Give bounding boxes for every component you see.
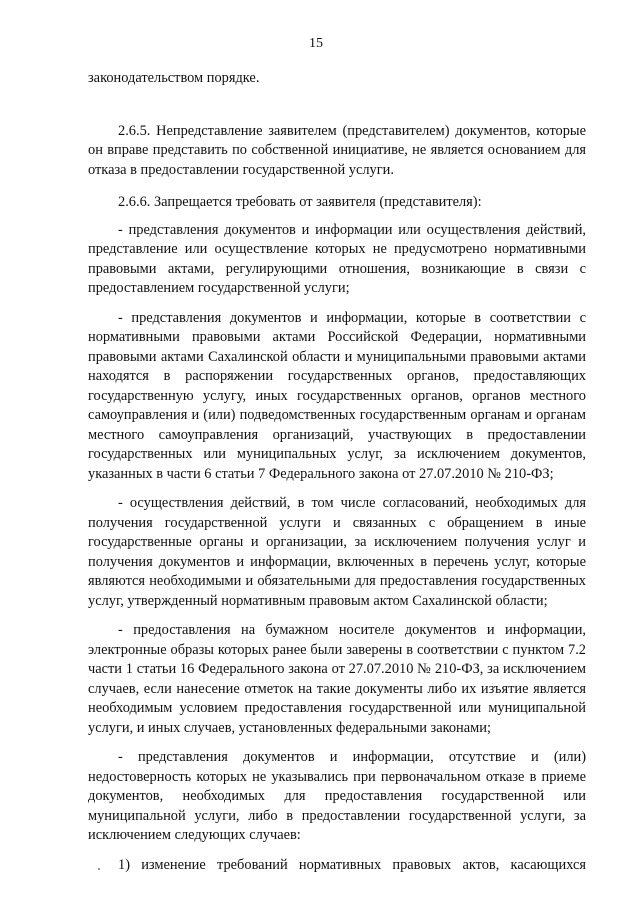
scan-speck bbox=[98, 868, 100, 870]
list-item-5: - представления документов и информации, отсутствие и (или) недостоверность которых не указывались при первоначальном отказе в приеме документов, необходимых для предоставления государственной или муниципальной услуги, либо в предоставлении государственной услуги, за исключением следующих случаев: bbox=[88, 749, 586, 843]
document-body bbox=[88, 66, 586, 875]
page-number: 15 bbox=[309, 36, 323, 51]
list-item-3: - осуществления действий, в том числе согласований, необходимых для получения государственной услуги и связанных с обращением в иные государственные органы и организации, за исключением получения услуг и получения документов и информации, включенных в перечень услуг, которые являются необходимыми и обязательными для предоставления государственных услуг, утвержденный нормативным правовым актом Сахалинской области; bbox=[88, 495, 586, 609]
list-item-numbered-1: 1) изменение требований нормативных правовых актов, касающихся bbox=[118, 856, 586, 873]
paragraph-2-6-5: 2.6.5. Непредставление заявителем (представителем) документов, которые он вправе представить по собственной инициативе, не является основанием для отказа в предоставлении государственной услуги. bbox=[88, 122, 586, 178]
list-item-4: - предоставления на бумажном носителе документов и информации, электронные образы которых ранее были заверены в соответствии с пунктом 7.2 части 1 статьи 16 Федерального закона от 27.07.2010 № 210-ФЗ, за исключением случаев, если нанесение отметок на такие документы либо их изъятие является необходимым условием предоставления государственной или муниципальной услуги, и иных случаев, установленных федеральными законами; bbox=[88, 622, 586, 736]
paragraph-continuation: законодательством порядке. bbox=[88, 70, 260, 86]
list-item-1: - представления документов и информации или осуществления действий, представление или осуществление которых не предусмотрено нормативными правовыми актами, регулирующими отношения, возникающие в связи с предоставлением государственной услуги; bbox=[88, 221, 586, 296]
paragraph-2-6-6: 2.6.6. Запрещается требовать от заявителя (представителя): bbox=[118, 194, 482, 210]
list-item-2: - представления документов и информации, которые в соответствии с нормативными правовыми актами Российской Федерации, нормативными правовыми актами Сахалинской области и муниципальными правовыми актами находятся в распоряжении государственных органов, предоставляющих государственную услугу, иных государственных органов, органов местного самоуправления и (или) подведомственных государственным органам и органам местного самоуправления организаций, участвующих в предоставлении государственных или муниципальных услуг, за исключением документов, указанных в части 6 статьи 7 Федерального закона от 27.07.2010 № 210-ФЗ; bbox=[88, 309, 586, 482]
